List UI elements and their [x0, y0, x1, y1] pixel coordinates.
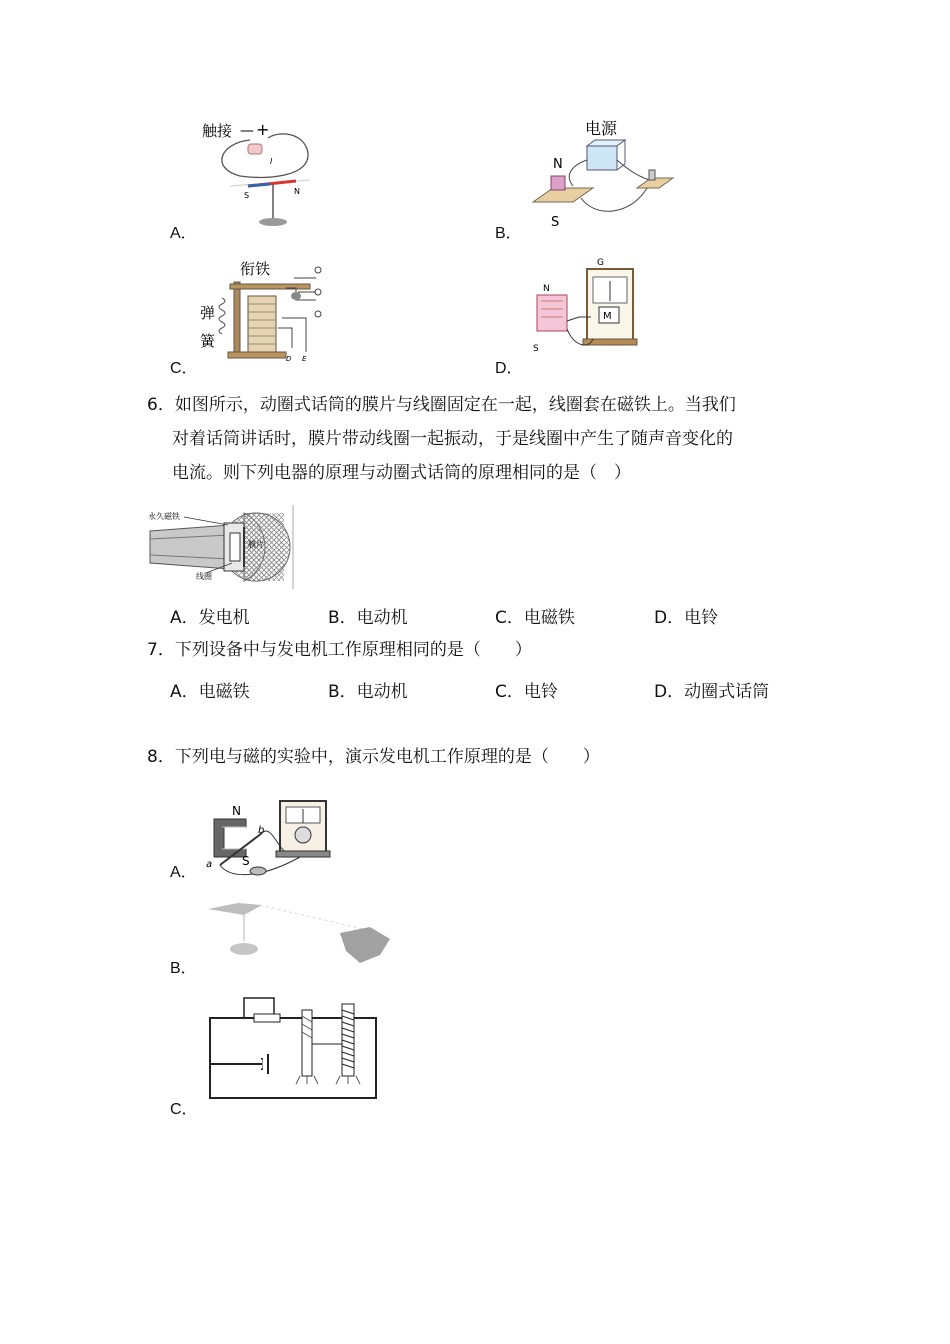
svg-text:a: a	[206, 859, 213, 870]
choice-b: B．电动机	[328, 682, 408, 702]
q8-option-a	[170, 795, 470, 885]
q8-option-c	[170, 990, 470, 1118]
option-letter: D．	[495, 360, 523, 377]
choice-b: B．电动机	[328, 608, 408, 628]
svg-text:S: S	[244, 191, 250, 200]
svg-text:电源: 电源	[585, 119, 618, 138]
dynamic-microphone-figure	[144, 505, 296, 589]
svg-text:S: S	[533, 344, 539, 354]
svg-text:N: N	[543, 284, 550, 294]
choice-d: D．动圈式话筒	[654, 682, 770, 702]
svg-text:N: N	[232, 804, 241, 818]
q5-option-d	[495, 245, 795, 377]
q5-option-b	[495, 110, 795, 240]
svg-text:N: N	[553, 157, 563, 172]
question-number: 8．	[147, 747, 175, 767]
question-number: 6．	[147, 395, 175, 415]
svg-text:M: M	[603, 311, 612, 322]
question-7	[147, 633, 532, 667]
question-8	[147, 740, 600, 774]
question-text-line3: 电流。则下列电器的原理与动圈式话筒的原理相同的是（ ）	[172, 463, 631, 483]
choice-c: C．电铃	[495, 682, 558, 702]
q6-choices	[170, 603, 820, 627]
galvanometer-figure	[529, 251, 639, 369]
power-supply-experiment-figure	[525, 116, 675, 234]
question-text: 下列电与磁的实验中，演示发电机工作原理的是（ ）	[174, 747, 600, 767]
svg-text:b: b	[258, 825, 265, 836]
svg-text:D: D	[286, 355, 292, 363]
electromagnet-circuit-figure	[204, 990, 384, 1102]
option-letter: C．	[170, 1101, 198, 1118]
svg-text:—: —	[240, 123, 254, 139]
fig-a-title: 触接	[202, 122, 233, 140]
svg-text:+: +	[256, 120, 270, 139]
option-letter: C．	[170, 360, 198, 377]
question-number: 7．	[147, 640, 175, 660]
option-letter: B．	[495, 225, 522, 242]
q8-option-b	[170, 893, 470, 983]
svg-text:I: I	[270, 157, 273, 166]
question-text-line1: 如图所示，动圈式话筒的膜片与线圈固定在一起，线圈套在磁铁上。当我们	[174, 395, 736, 415]
svg-text:线圈: 线圈	[196, 572, 212, 581]
relay-figure	[198, 258, 333, 364]
question-text: 下列设备中与发电机工作原理相同的是（ ）	[174, 640, 532, 660]
choice-a: A．发电机	[170, 608, 250, 628]
choice-d: D．电铃	[654, 608, 719, 628]
svg-text:膜片: 膜片	[248, 540, 264, 549]
svg-text:G: G	[597, 258, 604, 268]
q5-option-c	[170, 252, 470, 377]
svg-text:S: S	[551, 215, 560, 230]
compass-experiment-figure	[200, 118, 320, 230]
option-letter: A．	[170, 225, 197, 242]
option-letter: B．	[170, 960, 197, 977]
svg-text:衔铁: 衔铁	[240, 260, 271, 278]
svg-text:S: S	[242, 854, 250, 868]
svg-text:弹: 弹	[200, 304, 216, 322]
q5-option-a	[170, 110, 470, 240]
svg-text:永久磁铁: 永久磁铁	[148, 512, 180, 521]
option-letter: A．	[170, 864, 197, 881]
generator-experiment-figure	[200, 795, 340, 883]
svg-text:E: E	[302, 355, 307, 363]
question-6	[147, 388, 827, 490]
choice-a: A．电磁铁	[170, 682, 250, 702]
question-text-line2: 对着话筒讲话时，膜片带动线圈一起振动，于是线圈中产生了随声音变化的	[172, 429, 733, 449]
oersted-experiment-figure	[200, 893, 405, 977]
q7-choices	[170, 677, 820, 701]
svg-text:N: N	[294, 187, 300, 196]
choice-c: C．电磁铁	[495, 608, 575, 628]
svg-text:簧: 簧	[200, 332, 216, 350]
